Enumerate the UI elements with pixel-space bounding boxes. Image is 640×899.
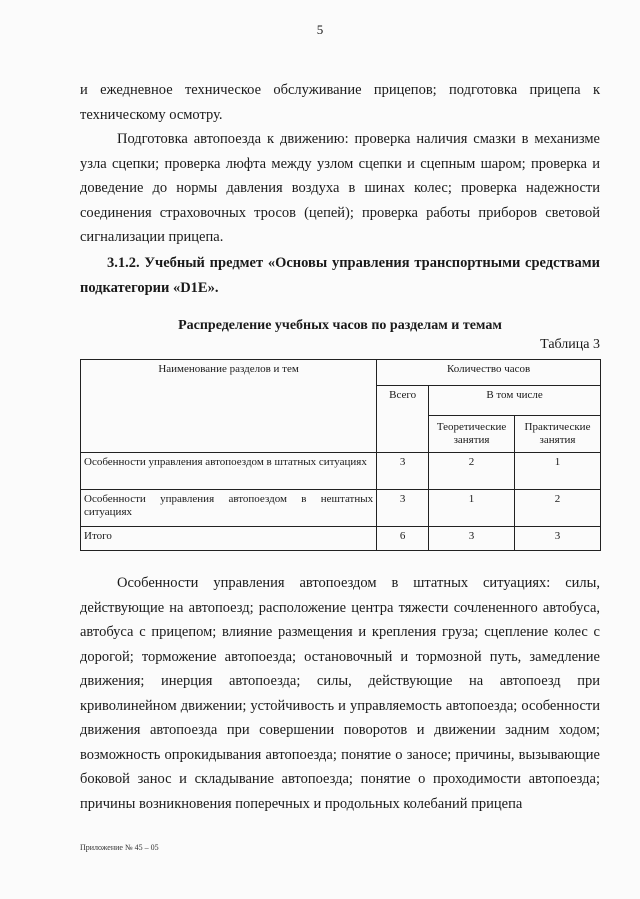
paragraph-preparation: Подготовка автопоезда к движению: проверка наличия смазки в механизме узла сцепки; проверка люфта между узлом сцепки и сцепным шаром; проверка и доведение до нормы давления воздуха в шинах колес; проверка надежности соединения страховочных тросов (цепей); проверка работы приборов световой сигнализации прицепа. xyxy=(80,131,600,245)
header-including: В том числе xyxy=(429,386,601,416)
header-name: Наименование разделов и тем xyxy=(81,360,377,453)
row-practice: 1 xyxy=(515,453,601,490)
row-total: 6 xyxy=(377,527,429,551)
header-practice: Практические занятия xyxy=(515,416,601,453)
header-hours: Количество часов xyxy=(377,360,601,386)
paragraph-maintenance: и ежедневное техническое обслуживание прицепов; подготовка прицепа к техническому осмотру. xyxy=(80,82,600,123)
page-number: 5 xyxy=(316,22,324,37)
row-name: Особенности управления автопоездом в нештатных ситуациях xyxy=(81,490,377,527)
row-theory: 1 xyxy=(429,490,515,527)
table-label: Таблица 3 xyxy=(540,337,600,352)
header-total: Всего xyxy=(377,386,429,453)
row-theory: 3 xyxy=(429,527,515,551)
row-total: 3 xyxy=(377,490,429,527)
table-row xyxy=(81,527,601,551)
section-heading: 3.1.2. Учебный предмет «Основы управления транспортными средствами подкатегории «D1E». xyxy=(80,255,600,296)
row-total: 3 xyxy=(377,453,429,490)
table-row xyxy=(81,490,601,527)
table-header-row xyxy=(81,360,601,386)
row-theory: 2 xyxy=(429,453,515,490)
row-practice: 2 xyxy=(515,490,601,527)
footer-note: Приложение № 45 – 05 xyxy=(80,843,159,852)
paragraph-features: Особенности управления автопоездом в штатных ситуациях: силы, действующие на автопоезд; расположение центра тяжести сочлененного автобуса, автобуса с прицепом; влияние размещения и крепления груза; сцепление колес с дорогой; торможение автопоезда; остановочный и тормозной путь, замедление движения; инерция автопоезда; силы, действующие на автопоезд при криволинейном движении; устойчивость и управляемость автопоезда; особенности движения автопоезда при совершении поворотов и движении задним ходом; возможность опрокидывания автопоезда; понятие о заносе; причины, вызывающие боковой занос и складывание автопоезда; понятие о проходимости автопоезда; причины возникновения поперечных и продольных колебаний прицепа xyxy=(80,575,600,812)
row-name: Особенности управления автопоездом в штатных ситуациях xyxy=(81,453,377,490)
row-name: Итого xyxy=(81,527,377,551)
table-row xyxy=(81,453,601,490)
header-theory: Теоретические занятия xyxy=(429,416,515,453)
hours-table xyxy=(80,359,601,551)
table-title: Распределение учебных часов по разделам и темам xyxy=(178,318,502,333)
row-practice: 3 xyxy=(515,527,601,551)
